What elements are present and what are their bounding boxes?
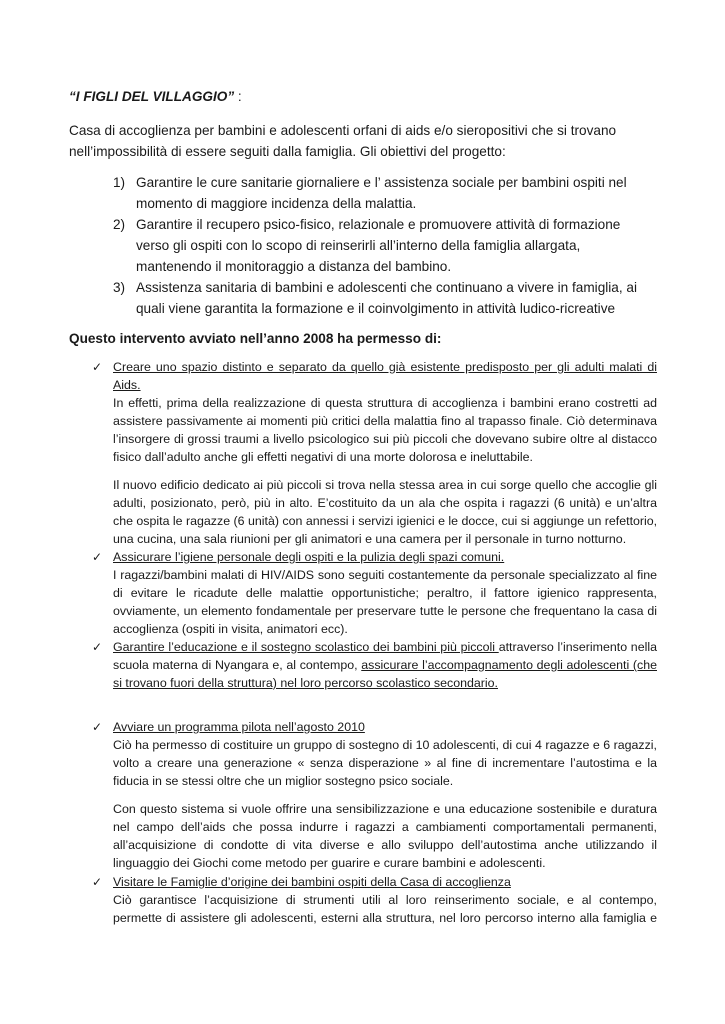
checkmark-icon: ✓: [92, 550, 103, 564]
objective-line: mantenendo il monitoraggio a distanza del bambino.: [136, 259, 452, 274]
intro-line: Casa di accoglienza per bambini e adolescenti orfani di aids e/o sieropositivi che si trovano: [69, 123, 617, 138]
objective-line: Assistenza sanitaria di bambini e adolescenti che continuano a vivere in famiglia, ai: [136, 280, 637, 295]
item-text: I ragazzi/bambini malati di HIV/AIDS sono seguiti costantemente da personale specializzato al fine: [113, 568, 657, 582]
checklist-item-body: [113, 358, 657, 548]
objective-line: Garantire le cure sanitarie giornaliere e l’ assistenza sociale per bambini ospiti nel: [136, 175, 627, 190]
item-text: Ciò ha permesso di costituire un gruppo di sostegno di 10 adolescenti, di cui 4 ragazze e 6 ragazzi,: [113, 738, 657, 752]
item-text: nel campo dell’aids che possa indurre i ragazzi a cambiamenti comportamentali permanenti,: [113, 820, 657, 834]
item-text: che ospita le ragazze (6 unità) con annessi i servizi igienici e le docce, cui si aggiunge un refettorio,: [113, 514, 658, 528]
title-suffix: :: [234, 89, 242, 104]
intro-paragraph: [69, 120, 669, 162]
objective-number: 2): [113, 217, 126, 232]
checkmark-icon: ✓: [92, 875, 103, 889]
objective-item: [113, 277, 673, 319]
objective-line: verso gli ospiti con lo scopo di reinserirli all’interno della famiglia allargata,: [136, 238, 581, 253]
item-text: di evitare le ricadute delle malattie opportunistiche; peraltro, il fattore igienico rappresenta,: [113, 586, 657, 600]
item-heading: assicurare l’accompagnamento degli adolescenti (che: [361, 658, 657, 672]
checklist-item-body: [113, 718, 657, 872]
intro-line: nell’impossibilità di essere seguiti dalla famiglia. Gli obiettivi del progetto:: [69, 144, 506, 159]
item-text: Il nuovo edificio dedicato ai più piccoli si trova nella stessa area in cui sorge quello che accoglie gli: [113, 478, 657, 492]
item-text: linguaggio dei Giochi come metodo per guarire e curare bambini e adolescenti.: [113, 856, 546, 870]
item-text: fisico dall’adulto anche gli effetti negativi di una morte dolorosa e ineluttabile.: [113, 450, 533, 464]
item-heading: Garantire l’educazione e il sostegno scolastico dei bambini più piccoli: [113, 640, 499, 654]
title-text: “I FIGLI DEL VILLAGGIO”: [69, 89, 235, 104]
item-text: scuola materna di Nyangara e, al contempo,: [113, 658, 362, 672]
checklist-item-body: [113, 873, 657, 927]
checkmark-icon: ✓: [92, 360, 103, 374]
item-heading-line: [113, 656, 657, 674]
item-text: Ciò garantisce l’acquisizione di strumenti utili al loro reinserimento sociale, e al contempo,: [113, 893, 657, 907]
item-text: assistere passivamente ai momenti più critici della malattia fino al trapasso finale. Ciò determinava: [113, 414, 657, 428]
objectives-list: [113, 172, 673, 319]
item-text: Con questo sistema si vuole offrire una sensibilizzazione e una educazione sostenibile e duratura: [113, 802, 657, 816]
item-text: permette di assistere gli adolescenti, esterni alla struttura, nel loro percorso interno alla famiglia e: [113, 911, 657, 925]
item-heading: Aids.: [113, 378, 141, 392]
checkmark-icon: ✓: [92, 640, 103, 654]
item-text: volto a creare una generazione « senza disperazione » al fine di incrementare l’autostima e la: [113, 756, 657, 770]
item-text: accoglienza (ospiti in visita, animatori ecc).: [113, 622, 348, 636]
objective-line: momento di maggiore incidenza della malattia.: [136, 196, 417, 211]
item-heading: Creare uno spazio distinto e separato da quello già esistente predisposto per gli adulti malati di: [113, 360, 657, 374]
checklist-item-body: [113, 548, 657, 638]
item-text: attraverso l’inserimento nella: [498, 640, 657, 654]
item-text: adulti, posizionato, però, più in alto. E’costituito da un ala che ospita i ragazzi (6 unità) e un’altra: [113, 496, 657, 510]
objective-number: 1): [113, 175, 126, 190]
section-subheading: Questo intervento avviato nell’anno 2008 ha permesso di:: [69, 331, 442, 346]
checkmark-icon: ✓: [92, 720, 103, 734]
objective-item: [113, 214, 673, 277]
objective-item: [113, 172, 673, 214]
objective-line: Garantire il recupero psico-fisico, relazionale e promuovere attività di formazione: [136, 217, 621, 232]
item-text: all’acquisizione di condotte di vita diverse e allo sviluppo dell’autostima anche utilizzando il: [113, 838, 657, 852]
item-heading: Assicurare l’igiene personale degli ospiti e la pulizia degli spazi comuni.: [113, 550, 505, 564]
item-heading-line: [113, 638, 657, 656]
objective-number: 3): [113, 280, 126, 295]
item-text: l’insorgere di grossi traumi a livello psicologico sui più piccoli che dovevano subire oltre al distacco: [113, 432, 657, 446]
item-text: In effetti, prima della realizzazione di questa struttura di accoglienza i bambini erano costretti ad: [113, 396, 657, 410]
item-text: una cucina, una sala riunioni per gli animatori e una camera per il personale in turno notturno.: [113, 532, 627, 546]
item-text: ovviamente, un elemento fondamentale per preservare tutte le persone che frequentano la casa di: [113, 604, 657, 618]
item-text: fiducia in se stessi oltre che un miglior sostegno psico sociale.: [113, 774, 454, 788]
item-heading: si trovano fuori della struttura) nel loro percorso scolastico secondario.: [113, 676, 498, 690]
item-heading: Visitare le Famiglie d’origine dei bambini ospiti della Casa di accoglienza: [113, 875, 511, 889]
checklist-item-body: [113, 638, 657, 692]
item-heading: Avviare un programma pilota nell’agosto 2010: [113, 720, 365, 734]
objective-line: quali viene garantita la formazione e il coinvolgimento in attività ludico-ricreative: [136, 301, 616, 316]
document-title: [69, 88, 242, 105]
